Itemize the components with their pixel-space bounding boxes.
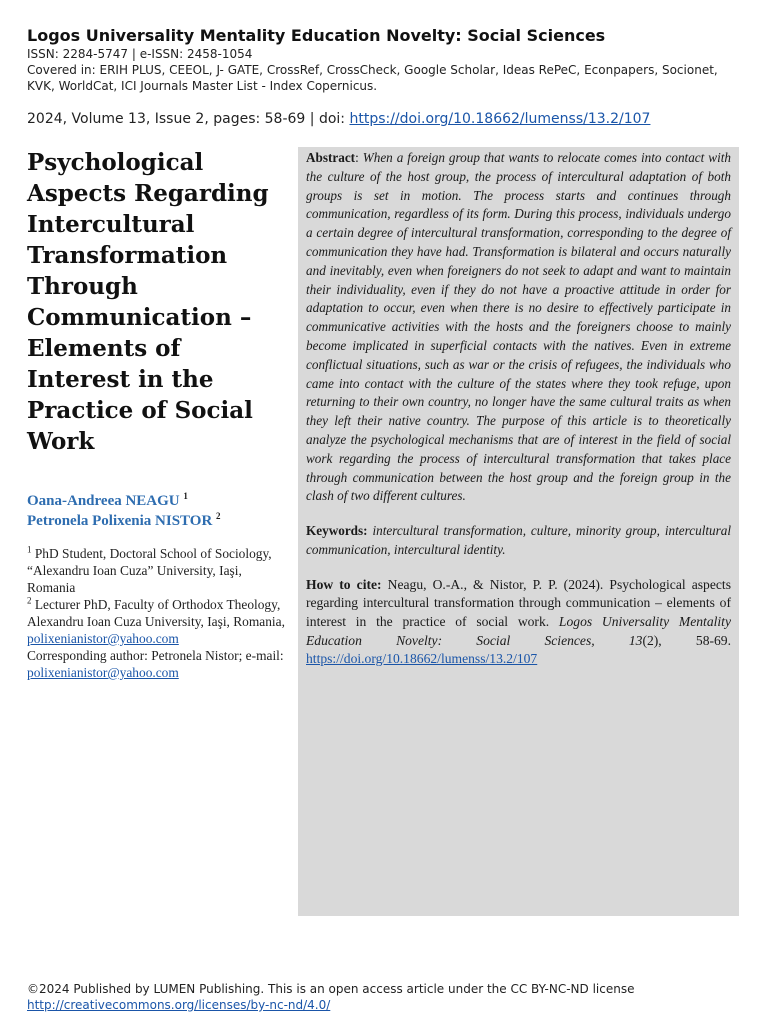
author-affil-mark: 2 <box>216 511 221 521</box>
how-to-cite-text: Neagu, O.-A., & Nistor, P. P. (2024). Psychological aspects regarding intercultural transformation through communication – elements of interest in the practice of social work. <box>306 576 731 629</box>
affiliation-email-link[interactable]: polixenianistor@yahoo.com <box>27 631 179 646</box>
abstract-separator: : <box>355 150 363 165</box>
author-list <box>27 491 285 531</box>
corresponding-email-link[interactable]: polixenianistor@yahoo.com <box>27 665 179 680</box>
license-text: ©2024 Published by LUMEN Publishing. This is an open access article under the CC BY-NC-ND license <box>27 982 635 996</box>
abstract-text: When a foreign group that wants to relocate comes into contact with the culture of the host group, the process of intercultural adaptation of both groups is set in motion. The process starts and continues through communication, regardless of its form. During this process, individuals undergo a certain degree of intercultural transformation, corresponding to the degree of communication they have had. Transformation is bilateral and occurs naturally and inevitably, even when foreigners do not seek to adapt and want to maintain their individuality, even if they do not have a proactive attitude in order for adaptation to occur, even when there is no desire to effectively participate in communicative activities with the hosts and the foreigners choose to mainly become implicated in superficial contacts with the natives. Even in extreme conflictual situations, such as war or the crisis of refugees, the individuals who came into contact with the culture of the states where they took refuge, upon returning to their own country, no longer have the same cultural traits as when they left their native country. The purpose of this article is to theoretically analyze the psychological mechanisms that are of interest in the field of social work regarding the process of intercultural transformation that takes place through communication between the host group and the foreign group in the clash of two different cultures. <box>306 150 732 504</box>
keywords-label: Keywords: <box>306 523 368 539</box>
how-to-cite-label: How to cite: <box>306 576 382 592</box>
journal-issn: ISSN: 2284-5747 | e-ISSN: 2458-1054 <box>27 47 253 61</box>
keywords-text: intercultural transformation, culture, minority group, intercultural communication, intercultural identity. <box>306 523 732 557</box>
journal-header <box>27 26 747 94</box>
author-name: Oana-Andreea NEAGU <box>27 493 180 509</box>
corresponding-label: Corresponding author: Petronela Nistor; e-mail: <box>27 648 284 663</box>
abstract-panel <box>298 147 739 916</box>
author-2 <box>27 511 285 531</box>
journal-title: Logos Universality Mentality Education Novelty: Social Sciences <box>27 26 606 45</box>
affil-mark: 2 <box>27 595 32 606</box>
how-to-cite-journal: Logos Universality Mentality Education Novelty: Social Sciences, 13 <box>306 613 731 648</box>
how-to-cite-issue: (2), 58-69. <box>642 632 732 648</box>
how-to-cite-doi-link[interactable]: https://doi.org/10.18662/lumenss/13.2/107 <box>306 651 538 667</box>
author-name: Petronela Polixenia NISTOR <box>27 513 213 529</box>
journal-indexing: Covered in: ERIH PLUS, CEEOL, J- GATE, CrossRef, CrossCheck, Google Scholar, Ideas RePeC, Econpapers, Socionet, KVK, WorldCat, ICI Journals Master List - Index Copernicus. <box>27 63 718 93</box>
affiliations <box>27 545 285 681</box>
citation-line <box>27 111 650 127</box>
abstract <box>306 149 731 506</box>
author-affil-mark: 1 <box>183 491 188 501</box>
affiliation-text: Lecturer PhD, Faculty of Orthodox Theology, Alexandru Ioan Cuza University, Iaşi, Romania, <box>27 597 285 629</box>
affil-mark: 1 <box>27 544 32 555</box>
author-1 <box>27 491 285 511</box>
license-link[interactable]: http://creativecommons.org/licenses/by-nc-nd/4.0/ <box>27 998 331 1012</box>
how-to-cite <box>306 576 731 669</box>
volume-issue-pages: 2024, Volume 13, Issue 2, pages: 58-69 | doi: <box>27 111 346 127</box>
affiliation-2 <box>27 596 285 647</box>
affiliation-1 <box>27 545 285 596</box>
keywords <box>306 522 731 560</box>
corresponding-author <box>27 647 285 681</box>
how-to-cite-paragraph <box>306 576 731 669</box>
affiliation-text: PhD Student, Doctoral School of Sociology, “Alexandru Ioan Cuza” University, Iaşi, Romania <box>27 546 272 595</box>
abstract-label: Abstract <box>306 150 356 165</box>
paper-title: Psychological Aspects Regarding Intercultural Transformation Through Communication – Elements of Interest in the Practice of Social Work <box>27 149 269 455</box>
title-author-column <box>27 147 285 681</box>
doi-link[interactable]: https://doi.org/10.18662/lumenss/13.2/107 <box>349 111 651 127</box>
license-footer <box>27 981 747 1013</box>
